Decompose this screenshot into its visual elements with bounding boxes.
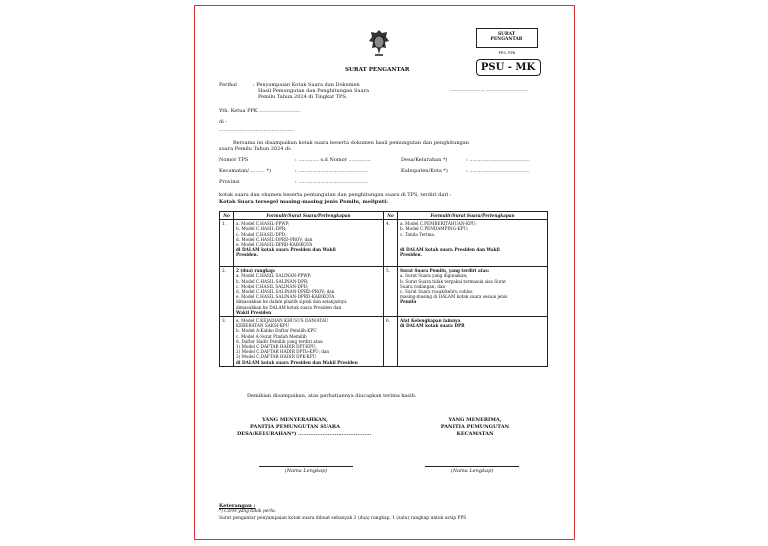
field-label: Provinsi (219, 179, 240, 185)
field-value: : ............................................ (295, 179, 369, 185)
row-items (234, 220, 384, 267)
list-item: dimasukkan ke DALAM kotak suara Presiden dan (236, 304, 342, 310)
list-item: KEBERATAN SAKSI-KPU (236, 323, 290, 329)
paragraph-2: kotak suara dan okumen beserta pemungutan dan penghitungan suara di TPS, terdiri dari : (219, 192, 452, 198)
document-page (194, 5, 575, 540)
perihal-line-1: : Penyampaian Kotak Suara dan Dokumen (253, 82, 360, 88)
row-items (398, 220, 548, 267)
list-item: a. Model C.HASIL-PPWP; (236, 221, 290, 227)
box-title: SURAT PENGANTAR (490, 32, 523, 42)
box-sub: PPS, PPK (498, 51, 516, 55)
perihal-line-3: Pemilu Tahun 2024 di Tingkat TPS. (258, 94, 348, 100)
field-label: Desa/Kelurahan *) (401, 157, 448, 163)
row-number: 5. (384, 267, 398, 317)
closing-text: Demikian disampaikan, atas perhatiannya diucapkan terima kasih. (247, 393, 417, 399)
table-header-row (220, 212, 548, 220)
page-title: SURAT PENGANTAR (345, 67, 410, 73)
table-header: Formulir/Surat Suara/Perlengkapan (398, 212, 548, 220)
list-item: di DALAM kotak suara Presiden dan Wakil (400, 246, 500, 252)
list-item: c. Tanda Terima. (400, 231, 436, 237)
list-item: b. Surat Suara tidak terpakai termasuk sisa Surat (400, 278, 506, 284)
row-items (234, 317, 384, 367)
list-item: c. Model A-Surat Pindah Memilih (236, 333, 307, 339)
perihal-line-2: Hasil Pemungutan dan Penghitungan Suara (258, 88, 369, 94)
list-item: dimasukkan ke dalam plastik siplok dan selanjutnya (236, 299, 347, 305)
list-item: c. Surat Suara rusak/keliru coblos (400, 289, 473, 295)
row-items (398, 267, 548, 317)
list-item: masing-masing di DALAM kotak suara sesuai jenis (400, 294, 508, 300)
list-item: e. Model C.HASIL-DPRD-KAB/KOTA (236, 242, 313, 248)
sig-right-line-2: PANITIA PEMUNGUTAN (440, 424, 510, 430)
paragraph-1: Bersama ini disampaikan kotak suara beserta dokumen hasil pemungutan dan penghitungan (233, 140, 469, 146)
field-value: : ...................................... (466, 157, 530, 163)
perihal-label: Perihal (219, 82, 237, 88)
list-item: c. Model C.HASIL SALINAN-DPD; (236, 283, 309, 289)
form-code-box (476, 28, 538, 48)
di-dots: ............................................... (219, 127, 294, 133)
list-item: Presiden. (400, 252, 423, 258)
list-item: 2) Model C.DAFTAR HADIR DPTb-KPU; dan (236, 349, 330, 355)
list-item: b. Model A-Kabko Daftar Pemilih-KPU (236, 328, 317, 334)
field-label: Kabupaten/Kota *) (401, 168, 448, 174)
row-number: 6. (384, 317, 398, 367)
note-2: Surat pengantar penyampaian kotak suara dibuat sebanyak 2 (dua) rangkap, 1 (satu) rangkap untuk arsip PPS (219, 516, 467, 521)
table-row (220, 220, 548, 267)
list-item: Pemilu (400, 299, 417, 305)
list-item: d. Model C.HASIL SALINAN-DPRD-PROV; dan (236, 289, 335, 295)
paragraph-3: Kotak Suara tersegel masing-masing jenis Pemilu, meliputi: (219, 199, 388, 205)
list-item: di DALAM kotak suara DPR (400, 323, 465, 329)
list-item: a. Model C.KEJADIAN KHUSUS DAN/ATAU (236, 318, 329, 324)
sig-left-line-3: DESA/KELURAHAN*) .......................................... (237, 431, 372, 437)
date-line: ....................., .......................... (450, 87, 528, 93)
row-number: 2. (220, 267, 234, 317)
sig-right-line-3: KECAMATAN (456, 431, 494, 437)
sig-right-line-1: YANG MENERIMA, (448, 417, 502, 423)
list-item: b. Model C.PENDAMPING-KPU; (400, 226, 469, 232)
list-item: e. Model C.HASIL SALINAN-DPRD-KAB/KOTA (236, 294, 335, 300)
list-item: di DALAM kotak suara Presiden dan Wakil Presiden (236, 359, 358, 365)
sig-left-line-2: PANITIA PEMUNGUTAN SUARA (250, 424, 340, 430)
list-item: Alat Kelengkapan lainnya (400, 318, 461, 324)
paragraph-1b: suara Pemilu Tahun 2024 di: (219, 146, 292, 152)
list-item: 2 (dua) rangkap: (236, 268, 276, 274)
list-item: c. Model C.HASIL-DPD; (236, 231, 287, 237)
field-label: Kecamatan/.......... *) (219, 168, 271, 174)
items-table (219, 211, 548, 367)
field-value: : ............................................ (295, 168, 369, 174)
list-item: a. Model C.PEMBERITAHUAN-KPU; (400, 221, 477, 227)
notes-label: Keterangan : (219, 503, 256, 509)
list-item: a. Model C.HASIL SALINAN-PPWP; (236, 273, 312, 279)
list-item: b. Model C.HASIL-DPR; (236, 226, 287, 232)
list-item: 3) Model C.DAFTAR HADIR DPK-KPU (236, 354, 316, 360)
row-items (398, 317, 548, 367)
table-row (220, 267, 548, 317)
row-items (234, 267, 384, 317)
field-value: : ...................................... (466, 168, 530, 174)
psu-label: PSU - MK (480, 62, 536, 73)
sig-name-right: (Nama Lengkap) (450, 468, 494, 474)
di-label: di - (219, 119, 228, 125)
field-value: : ............. s.d Nomor .............. (295, 157, 371, 163)
list-item: d. Model C.HASIL-DPRD-PROV; dan (236, 236, 313, 242)
field-label: Nomor TPS (219, 157, 249, 163)
table-row (220, 317, 548, 367)
table-header: Formulir/Surat Suara/Perlengkapan (234, 212, 384, 220)
list-item: d. Daftar Hadir Pemilih yang terdiri atas: (236, 338, 324, 344)
garuda-emblem-icon (368, 28, 390, 58)
list-item: 1) Model C.DAFTAR HADIR DPT-KPU; (236, 344, 317, 350)
signature-line-right (425, 466, 519, 467)
list-item: a. Surat Suara yang digunakan; (400, 273, 468, 279)
addressee: Yth. Ketua PPK .......................... (219, 108, 301, 114)
list-item: Surat Suara Pemilu, yang terdiri atas: (400, 268, 490, 274)
list-item: Suara cadangan; dan (400, 283, 446, 289)
table-header: No (384, 212, 398, 220)
list-item: b. Model C.HASIL SALINAN-DPR; (236, 278, 309, 284)
row-number: 4. (384, 220, 398, 267)
row-number: 1. (220, 220, 234, 267)
sig-name-left: (Nama Lengkap) (284, 468, 328, 474)
list-item: di DALAM kotak suara Presiden dan Wakil (236, 247, 336, 253)
note-1: *) Coret yang tidak perlu. (219, 509, 277, 514)
row-number: 3. (220, 317, 234, 367)
table-header: No (220, 212, 234, 220)
list-item: Presiden. (236, 252, 259, 258)
list-item: Wakil Presiden (236, 309, 272, 315)
psu-badge (476, 59, 541, 76)
sig-left-line-1: YANG MENYERAHKAN, (262, 417, 328, 423)
signature-line-left (259, 466, 353, 467)
spacer (400, 237, 545, 247)
